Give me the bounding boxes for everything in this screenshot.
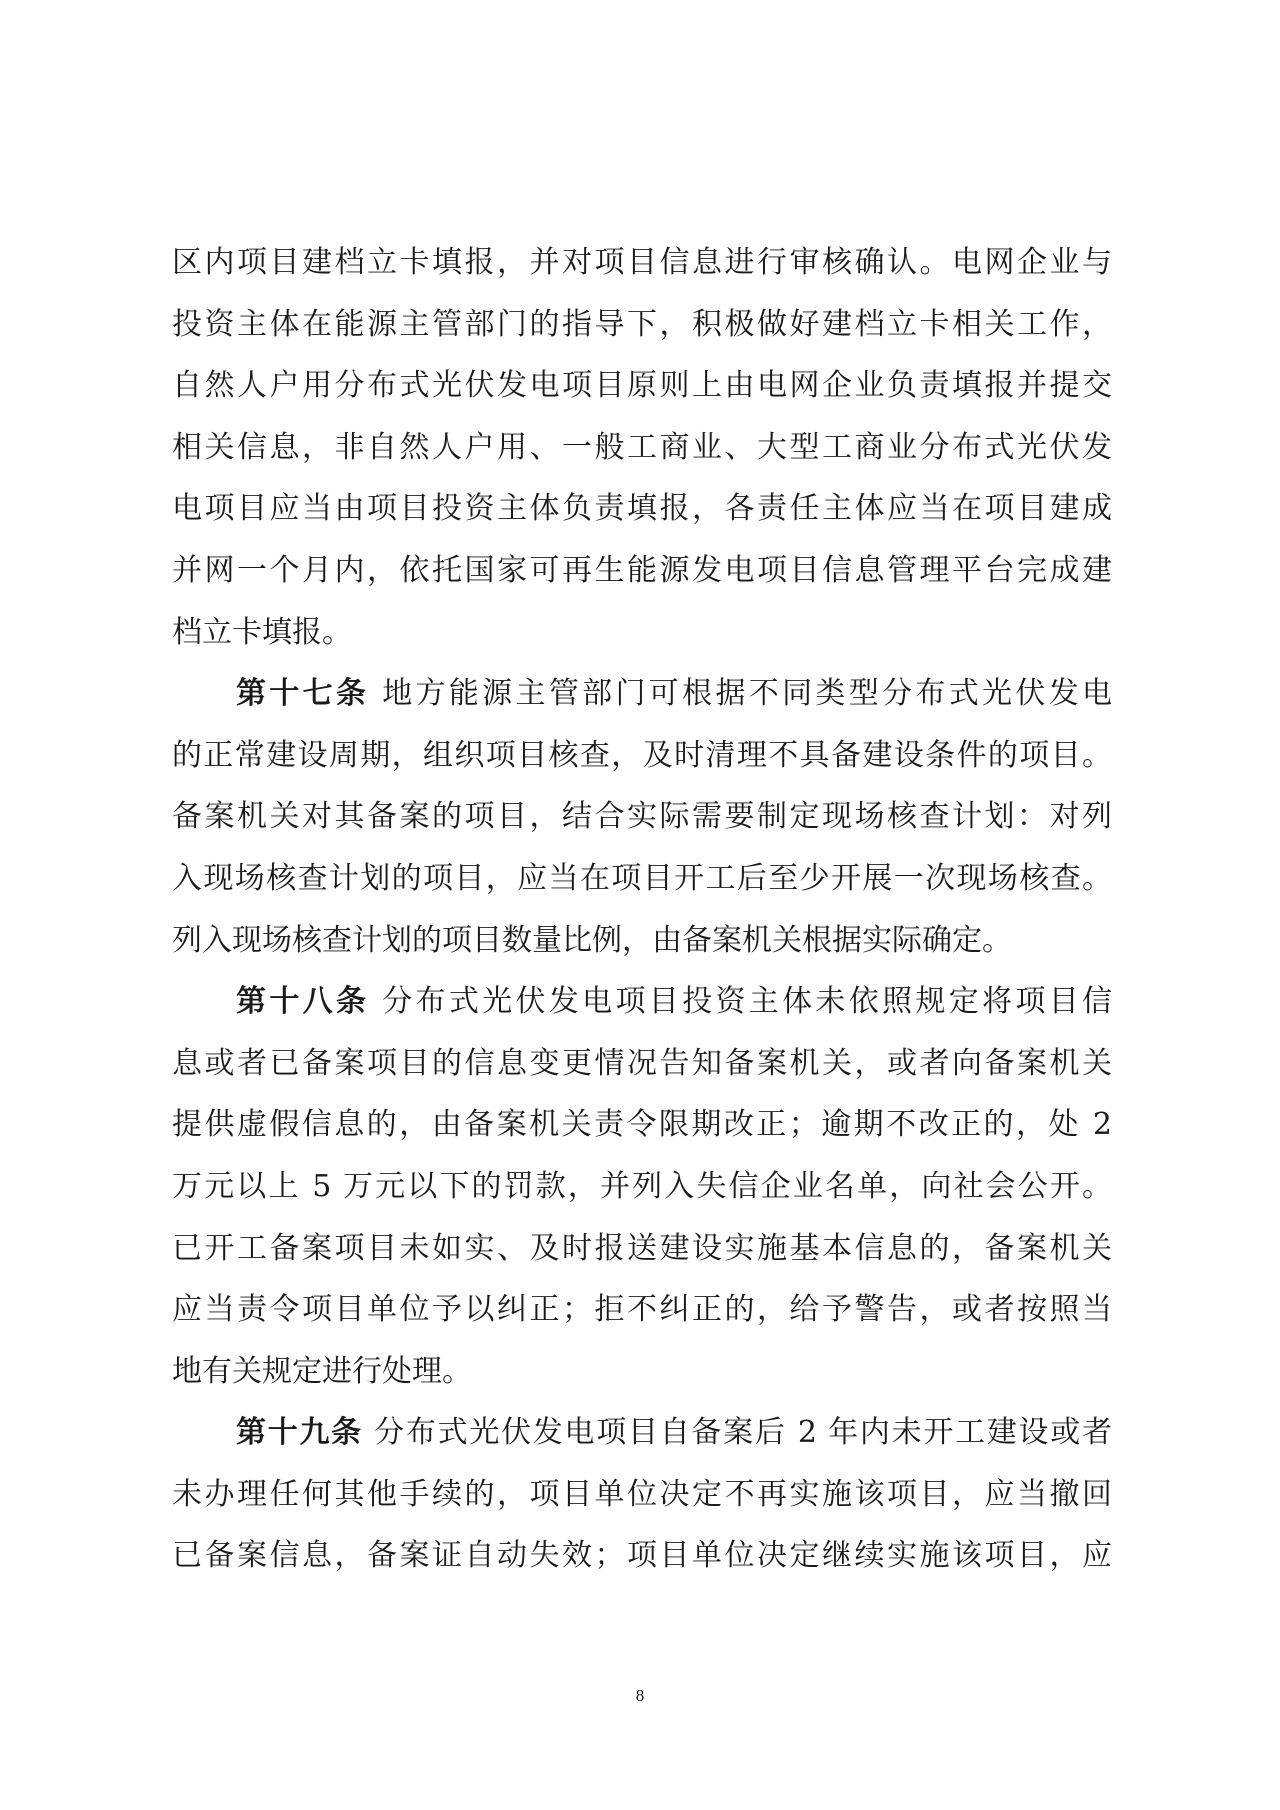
- article-text: 分布式光伏发电项目自备案后 2 年内未开工建设或者: [374, 1415, 1112, 1451]
- text-line: 相关信息，非自然人户用、一般工商业、大型工商业分布式光伏发: [172, 429, 1112, 465]
- text-line: 万元以上 5 万元以下的罚款，并列入失信企业名单，向社会公开。: [172, 1168, 1112, 1204]
- text-line: 提供虚假信息的，由备案机关责令限期改正；逾期不改正的，处 2: [172, 1107, 1112, 1143]
- article-17-first-line: [172, 663, 1112, 725]
- text-line: 的正常建设周期，组织项目核查，及时清理不具备建设条件的项目。: [172, 737, 1112, 773]
- text-line: 并网一个月内，依托国家可再生能源发电项目信息管理平台完成建: [172, 552, 1112, 588]
- text-line: 入现场核查计划的项目，应当在项目开工后至少开展一次现场核查。: [172, 860, 1112, 896]
- text-line: 地有关规定进行处理。: [172, 1353, 472, 1389]
- text-line: 自然人户用分布式光伏发电项目原则上由电网企业负责填报并提交: [172, 368, 1112, 404]
- article-18-first-line: [172, 971, 1112, 1033]
- text-line: 列入现场核查计划的项目数量比例，由备案机关根据实际确定。: [172, 922, 1012, 958]
- text-line: 电项目应当由项目投资主体负责填报，各责任主体应当在项目建成: [172, 491, 1112, 527]
- article-19-first-line: [172, 1402, 1112, 1464]
- text-line: 已开工备案项目未如实、及时报送建设实施基本信息的，备案机关: [172, 1230, 1112, 1266]
- text-line: 备案机关对其备案的项目，结合实际需要制定现场核查计划：对列: [172, 799, 1112, 835]
- page-number: 8: [635, 1686, 645, 1705]
- text-line: 区内项目建档立卡填报，并对项目信息进行审核确认。电网企业与: [172, 245, 1112, 280]
- text-line: 已备案信息，备案证自动失效；项目单位决定继续实施该项目，应: [172, 1538, 1112, 1574]
- article-number: 第十七条: [236, 676, 370, 712]
- article-number: 第十九条: [236, 1415, 363, 1451]
- text-line: 息或者已备案项目的信息变更情况告知备案机关，或者向备案机关: [172, 1045, 1112, 1081]
- article-number: 第十八条: [236, 984, 370, 1020]
- text-line: 未办理任何其他手续的，项目单位决定不再实施该项目，应当撤回: [172, 1476, 1112, 1512]
- text-line: 档立卡填报。: [172, 614, 352, 650]
- text-line: 应当责令项目单位予以纠正；拒不纠正的，给予警告，或者按照当: [172, 1292, 1112, 1328]
- article-text: 地方能源主管部门可根据不同类型分布式光伏发电: [382, 676, 1113, 712]
- body-text: [172, 232, 1112, 1587]
- article-text: 分布式光伏发电项目投资主体未依照规定将项目信: [382, 984, 1113, 1020]
- text-line: 投资主体在能源主管部门的指导下，积极做好建档立卡相关工作，: [172, 306, 1112, 342]
